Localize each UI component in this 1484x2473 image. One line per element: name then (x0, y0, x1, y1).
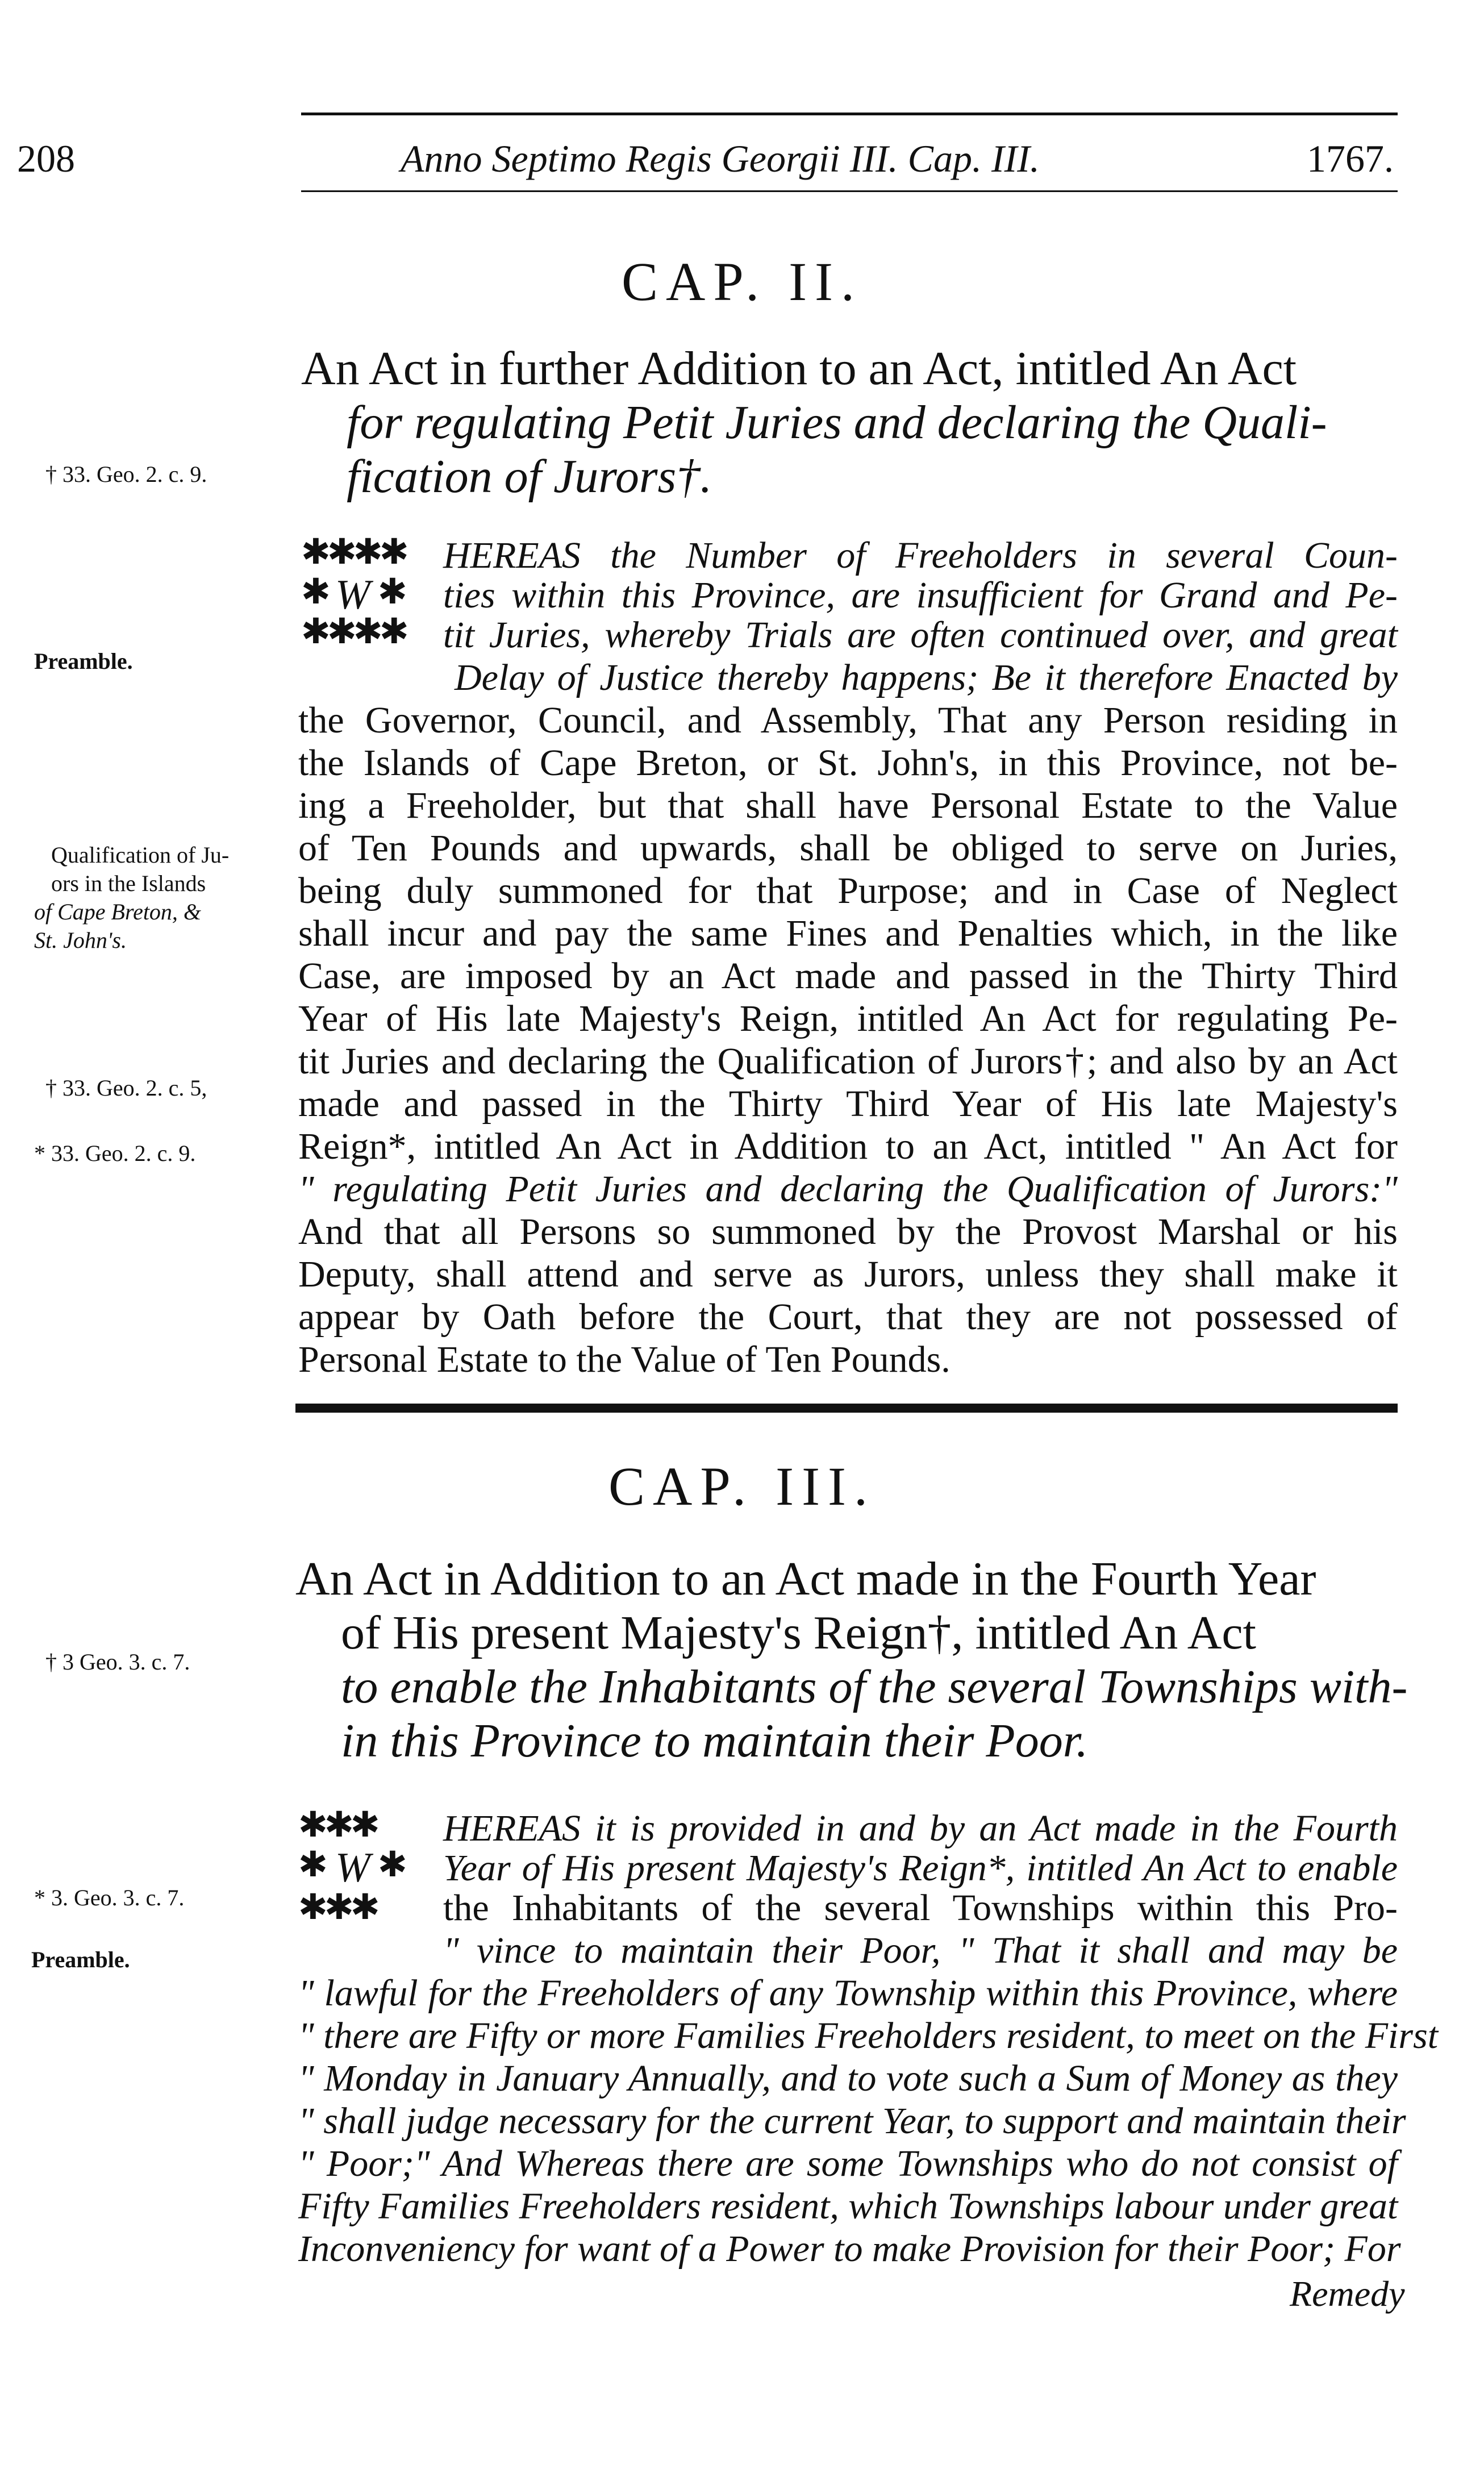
body-line: Deputy, shall attend and serve as Jurors, unless they shall make it (298, 1254, 1398, 1295)
body-line: Delay of Justice thereby happens; Be it therefore Enacted by (455, 657, 1398, 698)
body-line: Year of His late Majesty's Reign, intitled An Act for regulating Pe- (298, 998, 1398, 1039)
body-line: appear by Oath before the Court, that they are not possessed of (298, 1296, 1398, 1338)
drop-initial: W (335, 1845, 370, 1891)
ornament-border-left: ✱ (301, 571, 327, 612)
margin-note-statute: † 33. Geo. 2. c. 9. (45, 461, 207, 487)
cap2-title-line: for regulating Petit Juries and declaring the Quali- (347, 396, 1327, 449)
ornament-border-top: ✱✱✱ (298, 1804, 377, 1845)
section-divider-rule (295, 1404, 1398, 1413)
cap2-heading: CAP. II. (621, 251, 863, 312)
body-line: the Inhabitants of the several Townships within this Pro- (443, 1887, 1398, 1929)
body-line: HEREAS the Number of Freeholders in several Coun- (443, 535, 1398, 576)
catchword: Remedy (1290, 2274, 1405, 2314)
body-line: " shall judge necessary for the current Year, to support and maintain their (298, 2100, 1406, 2142)
margin-note-qualification: Qualification of Ju- (51, 842, 230, 868)
margin-note-statute: † 33. Geo. 2. c. 5, (45, 1075, 207, 1101)
running-title: Anno Septimo Regis Georgii III. Cap. III. (401, 137, 1040, 180)
margin-note-qualification: of Cape Breton, & (34, 899, 202, 925)
cap2-title-line: fication of Jurors†. (347, 450, 712, 503)
body-line: Personal Estate to the Value of Ten Pounds. (298, 1339, 951, 1380)
ornament-border-right: ✱ (378, 571, 404, 612)
body-line: ties within this Province, are insufficient for Grand and Pe- (443, 574, 1398, 616)
body-line: Fifty Families Freeholders resident, which Townships labour under great (298, 2185, 1398, 2227)
cap3-title-line: in this Province to maintain their Poor. (341, 1714, 1089, 1767)
cap2-title-line: An Act in further Addition to an Act, intitled An Act (301, 342, 1297, 395)
page-number: 208 (17, 137, 75, 180)
cap3-title-text: of His present Majesty's Reign†, intitled An Act (341, 1606, 1256, 1659)
body-line: Reign*, intitled An Act in Addition to an Act, intitled " An Act for (298, 1126, 1398, 1167)
body-line: Year of His present Majesty's Reign*, intitled An Act to enable (443, 1847, 1398, 1889)
body-line: " Monday in January Annually, and to vote such a Sum of Money as they (298, 2058, 1398, 2099)
cap3-title-line (341, 1605, 1256, 1660)
body-line: " vince to maintain their Poor, " That it shall and may be (443, 1930, 1398, 1971)
body-line: the Governor, Council, and Assembly, That any Person residing in (298, 700, 1398, 741)
body-line: " regulating Petit Juries and declaring the Qualification of Jurors:" (298, 1168, 1398, 1210)
body-line: " Poor;" And Whereas there are some Townships who do not consist of (298, 2143, 1398, 2184)
body-line: HEREAS it is provided in and by an Act made in the Fourth (443, 1808, 1398, 1849)
body-line: tit Juries, whereby Trials are often continued over, and great (443, 614, 1398, 656)
body-line: ing a Freeholder, but that shall have Personal Estate to the Value (298, 785, 1398, 826)
ornament-border-left: ✱ (298, 1843, 324, 1885)
body-line: the Islands of Cape Breton, or St. John's, in this Province, not be- (298, 742, 1398, 784)
body-line: Inconveniency for want of a Power to make Provision for their Poor; For (298, 2228, 1401, 2270)
body-line: being duly summoned for that Purpose; and in Case of Neglect (298, 870, 1398, 911)
margin-note-preamble: Preamble. (31, 1947, 130, 1972)
ornament-border-bottom: ✱✱✱ (298, 1886, 377, 1927)
body-line: made and passed in the Thirty Third Year of His late Majesty's (298, 1083, 1398, 1125)
margin-note-qualification: ors in the Islands (51, 871, 206, 896)
margin-note-statute: * 3. Geo. 3. c. 7. (34, 1885, 185, 1910)
cap3-title-line: to enable the Inhabitants of the several Townships with- (341, 1660, 1408, 1713)
ornament-border-right: ✱ (378, 1843, 404, 1885)
body-line: of Ten Pounds and upwards, shall be obliged to serve on Juries, (298, 827, 1398, 869)
body-line: shall incur and pay the same Fines and Penalties which, in the like (298, 913, 1398, 954)
header-year: 1767. (1307, 137, 1394, 180)
margin-note-preamble: Preamble. (34, 648, 133, 674)
header-bottom-rule (301, 190, 1398, 192)
body-line: Case, are imposed by an Act made and passed in the Thirty Third (298, 955, 1398, 997)
body-line: And that all Persons so summoned by the Provost Marshal or his (298, 1211, 1398, 1252)
ornament-border-top: ✱✱✱✱ (301, 531, 406, 572)
body-line: " there are Fifty or more Families Freeholders resident, to meet on the First (298, 2015, 1439, 2056)
cap3-heading: CAP. III. (608, 1456, 876, 1517)
header-top-rule (301, 113, 1398, 115)
margin-note-statute: † 3 Geo. 3. c. 7. (45, 1649, 190, 1675)
ornament-border-bottom: ✱✱✱✱ (301, 610, 406, 652)
drop-initial: W (335, 572, 370, 618)
margin-note-qualification: St. John's. (34, 927, 127, 953)
body-line: tit Juries and declaring the Qualification of Jurors†; and also by an Act (298, 1040, 1398, 1082)
body-line: " lawful for the Freeholders of any Township within this Province, where (298, 1972, 1398, 2014)
margin-note-statute: * 33. Geo. 2. c. 9. (34, 1140, 196, 1166)
cap3-title-line: An Act in Addition to an Act made in the Fourth Year (295, 1552, 1316, 1605)
